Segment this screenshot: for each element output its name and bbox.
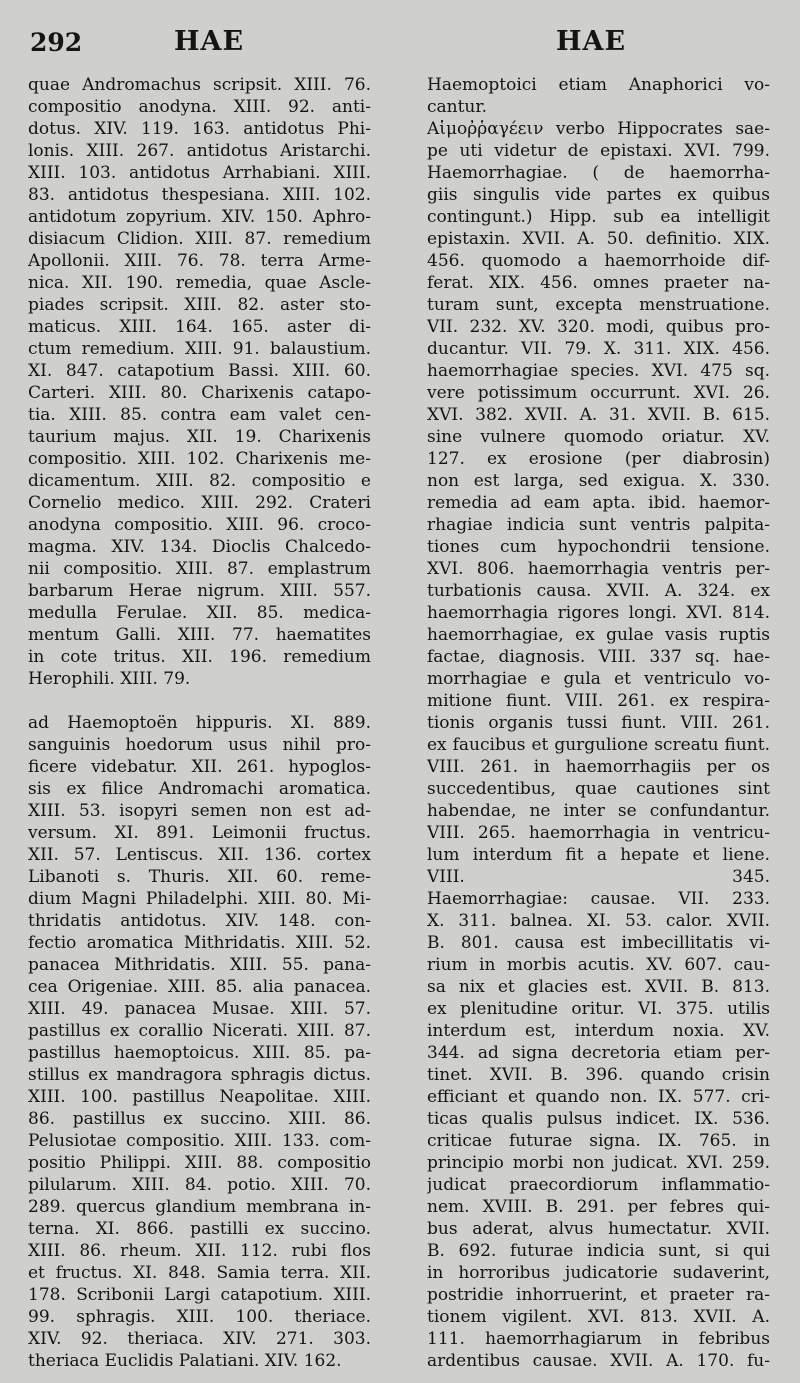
text-line: compositio. XIII. 102. Charixenis me- — [28, 449, 371, 469]
text-line: XIII. 103. antidotus Arrhabiani. XIII. — [28, 163, 371, 183]
text-line: pastillus ex corallio Nicerati. XIII. 87. — [28, 1021, 371, 1041]
text-line: Herophili. XIII. 79. — [28, 669, 191, 689]
text-line: cea Origeniae. XIII. 85. alia panacea. — [28, 977, 371, 997]
text-line: Pelusiotae compositio. XIII. 133. com- — [28, 1131, 371, 1151]
text-line: lonis. XIII. 267. antidotus Aristarchi. — [28, 141, 371, 161]
text-line: 83. antidotus thespesiana. XIII. 102. — [28, 185, 371, 205]
text-line: habendae, ne inter se confundantur. — [427, 801, 770, 821]
text-line: versum. XI. 891. Leimonii fructus. — [28, 823, 371, 843]
text-line: mentum Galli. XIII. 77. haematites — [28, 625, 371, 645]
text-line: in cote tritus. XII. 196. remedium — [28, 647, 371, 667]
text-line: XII. 57. Lentiscus. XII. 136. cortex — [28, 845, 371, 865]
text-line: giis singulis vide partes ex quibus — [427, 185, 770, 205]
text-line: dium Magni Philadelphi. XIII. 80. Mi- — [28, 889, 371, 909]
text-line: B. 801. causa est imbecillitatis vi- — [427, 933, 770, 953]
text-line: anodyna compositio. XIII. 96. croco- — [28, 515, 371, 535]
text-line: Libanoti s. Thuris. XII. 60. reme- — [28, 867, 371, 887]
text-line: 178. Scribonii Largi catapotium. XIII. — [28, 1285, 371, 1305]
text-line: piades scripsit. XIII. 82. aster sto- — [28, 295, 371, 315]
heading-left: HAE — [174, 26, 245, 57]
text-line: efficiant et quando non. IX. 577. cri- — [427, 1087, 770, 1107]
text-line: remedia ad eam apta. ibid. haemor- — [427, 493, 770, 513]
text-line: antidotum zopyrium. XIV. 150. Aphro- — [28, 207, 371, 227]
text-line: et fructus. XI. 848. Samia terra. XII. — [28, 1263, 371, 1283]
text-line: thridatis antidotus. XIV. 148. con- — [28, 911, 371, 931]
left-column — [28, 74, 371, 1372]
text-line: principio morbi non judicat. XVI. 259. — [427, 1153, 770, 1173]
text-line: XIII. 86. rheum. XII. 112. rubi flos — [28, 1241, 371, 1261]
text-line: 127. ex erosione (per diabrosin) — [427, 449, 770, 469]
text-line: tia. XIII. 85. contra eam valet cen- — [28, 405, 371, 425]
text-line: rium in morbis acutis. XV. 607. cau- — [427, 955, 770, 975]
text-line: fectio aromatica Mithridatis. XIII. 52. — [28, 933, 371, 953]
text-line: nii compositio. XIII. 87. emplastrum — [28, 559, 371, 579]
text-line: interdum est, interdum noxia. XV. — [427, 1021, 770, 1041]
text-line: mitione fiunt. VIII. 261. ex respira- — [427, 691, 770, 711]
text-line: tionis organis tussi fiunt. VIII. 261. — [427, 713, 770, 733]
text-line: in horroribus judicatorie sudaverint, — [427, 1263, 770, 1283]
text-line: VIII. 265. haemorrhagia in ventricu- — [427, 823, 770, 843]
text-line: ficere videbatur. XII. 261. hypoglos- — [28, 757, 371, 777]
text-line: Carteri. XIII. 80. Charixenis catapo- — [28, 383, 371, 403]
text-line: B. 692. futurae indicia sunt, si qui — [427, 1241, 770, 1261]
text-line: ex faucibus et gurgulione screatu fiunt. — [427, 735, 770, 755]
text-line: criticae futurae signa. IX. 765. in — [427, 1131, 770, 1151]
text-line: 289. quercus glandium membrana in- — [28, 1197, 371, 1217]
text-line: nica. XII. 190. remedia, quae Ascle- — [28, 273, 371, 293]
paragraph-gap — [28, 690, 371, 712]
text-line: terna. XI. 866. pastilli ex succino. — [28, 1219, 371, 1239]
text-line: panacea Mithridatis. XIII. 55. pana- — [28, 955, 371, 975]
text-line: sine vulnere quomodo oriatur. XV. — [427, 427, 770, 447]
text-line: factae, diagnosis. VIII. 337 sq. hae- — [427, 647, 770, 667]
text-line: magma. XIV. 134. Dioclis Chalcedo- — [28, 537, 371, 557]
text-line: non est larga, sed exigua. X. 330. — [427, 471, 770, 491]
text-line: barbarum Herae nigrum. XIII. 557. — [28, 581, 371, 601]
text-line: X. 311. balnea. XI. 53. calor. XVII. — [427, 911, 770, 931]
text-line: ticas qualis pulsus indicet. IX. 536. — [427, 1109, 770, 1129]
text-line: pilularum. XIII. 84. potio. XIII. 70. — [28, 1175, 371, 1195]
text-line: tiones cum hypochondrii tensione. — [427, 537, 770, 557]
text-line: ferat. XIX. 456. omnes praeter na- — [427, 273, 770, 293]
text-line: ctum remedium. XIII. 91. balaustium. — [28, 339, 371, 359]
text-line: 456. quomodo a haemorrhoide dif- — [427, 251, 770, 271]
text-line: dicamentum. XIII. 82. compositio e — [28, 471, 371, 491]
text-line: haemorrhagiae, ex gulae vasis ruptis — [427, 625, 770, 645]
text-line: positio Philippi. XIII. 88. compositio — [28, 1153, 371, 1173]
page-number: 292 — [30, 28, 83, 57]
text-line: judicat praecordiorum inflammatio- — [427, 1175, 770, 1195]
text-line: quae Andromachus scripsit. XIII. 76. — [28, 75, 371, 95]
text-line: bus aderat, alvus humectatur. XVII. — [427, 1219, 770, 1239]
text-line: disiacum Clidion. XIII. 87. remedium — [28, 229, 371, 249]
text-line: haemorrhagia rigores longi. XVI. 814. — [427, 603, 770, 623]
text-line: ex plenitudine oritur. VI. 375. utilis — [427, 999, 770, 1019]
text-line: morrhagiae e gula et ventriculo vo- — [427, 669, 770, 689]
text-line: ducantur. VII. 79. X. 311. XIX. 456. — [427, 339, 770, 359]
text-line: compositio anodyna. XIII. 92. anti- — [28, 97, 371, 117]
text-line: rhagiae indicia sunt ventris palpita- — [427, 515, 770, 535]
running-header — [0, 26, 800, 66]
text-line: sa nix et glacies est. XVII. B. 813. — [427, 977, 770, 997]
text-line: VIII. 261. in haemorrhagiis per os — [427, 757, 770, 777]
text-line: XVI. 382. XVII. A. 31. XVII. B. 615. — [427, 405, 770, 425]
text-line: Αἱμοῤῥαγέειν verbo Hippocrates sae- — [427, 119, 770, 139]
text-line: turbationis causa. XVII. A. 324. ex — [427, 581, 770, 601]
text-line: XIII. 49. panacea Musae. XIII. 57. — [28, 999, 371, 1019]
text-line: ad Haemoptoën hippuris. XI. 889. — [28, 713, 371, 733]
text-line: sanguinis hoedorum usus nihil pro- — [28, 735, 371, 755]
text-line: contingunt.) Hipp. sub ea intelligit — [427, 207, 770, 227]
text-line: Haemoptoici etiam Anaphorici vo- — [427, 75, 770, 95]
heading-right: HAE — [556, 26, 627, 57]
text-line: VII. 232. XV. 320. modi, quibus pro- — [427, 317, 770, 337]
text-line: XI. 847. catapotium Bassi. XIII. 60. — [28, 361, 371, 381]
text-line: 86. pastillus ex succino. XIII. 86. — [28, 1109, 371, 1129]
text-line: nem. XVIII. B. 291. per febres qui- — [427, 1197, 770, 1217]
text-line: postridie inhorruerint, et praeter ra- — [427, 1285, 770, 1305]
text-line: 99. sphragis. XIII. 100. theriace. — [28, 1307, 371, 1327]
text-line: cantur. — [427, 97, 488, 117]
text-line: Apollonii. XIII. 76. 78. terra Arme- — [28, 251, 371, 271]
text-line: ardentibus causae. XVII. A. 170. fu- — [427, 1351, 770, 1371]
right-column — [427, 74, 770, 1372]
text-line: XIV. 92. theriaca. XIV. 271. 303. — [28, 1329, 371, 1349]
text-line: epistaxin. XVII. A. 50. definitio. XIX. — [427, 229, 770, 249]
text-line: medulla Ferulae. XII. 85. medica- — [28, 603, 371, 623]
text-line: vere potissimum occurrunt. XVI. 26. — [427, 383, 770, 403]
text-line: Haemorrhagiae: causae. VII. 233. — [427, 889, 770, 909]
text-line: theriaca Euclidis Palatiani. XIV. 162. — [28, 1351, 342, 1371]
text-line: tionem vigilent. XVI. 813. XVII. A. — [427, 1307, 770, 1327]
text-line: 344. ad signa decretoria etiam per- — [427, 1043, 770, 1063]
text-line: VIII. 345. — [427, 867, 770, 887]
text-line: XIII. 100. pastillus Neapolitae. XIII. — [28, 1087, 371, 1107]
text-line: Cornelio medico. XIII. 292. Crateri — [28, 493, 371, 513]
text-line: XIII. 53. isopyri semen non est ad- — [28, 801, 371, 821]
text-line: taurium majus. XII. 19. Charixenis — [28, 427, 371, 447]
text-line: 111. haemorrhagiarum in febribus — [427, 1329, 770, 1349]
text-line: lum interdum fit a hepate et liene. — [427, 845, 770, 865]
text-line: maticus. XIII. 164. 165. aster di- — [28, 317, 371, 337]
text-line: Haemorrhagiae. ( de haemorrha- — [427, 163, 770, 183]
text-line: XVI. 806. haemorrhagia ventris per- — [427, 559, 770, 579]
text-line: pastillus haemoptoicus. XIII. 85. pa- — [28, 1043, 371, 1063]
text-line: stillus ex mandragora sphragis dictus. — [28, 1065, 371, 1085]
text-line: sis ex filice Andromachi aromatica. — [28, 779, 371, 799]
text-line: turam sunt, excepta menstruatione. — [427, 295, 770, 315]
text-line: dotus. XIV. 119. 163. antidotus Phi- — [28, 119, 371, 139]
text-line: succedentibus, quae cautiones sint — [427, 779, 770, 799]
text-line: haemorrhagiae species. XVI. 475 sq. — [427, 361, 770, 381]
text-line: tinet. XVII. B. 396. quando crisin — [427, 1065, 770, 1085]
text-line: pe uti videtur de epistaxi. XVI. 799. — [427, 141, 770, 161]
